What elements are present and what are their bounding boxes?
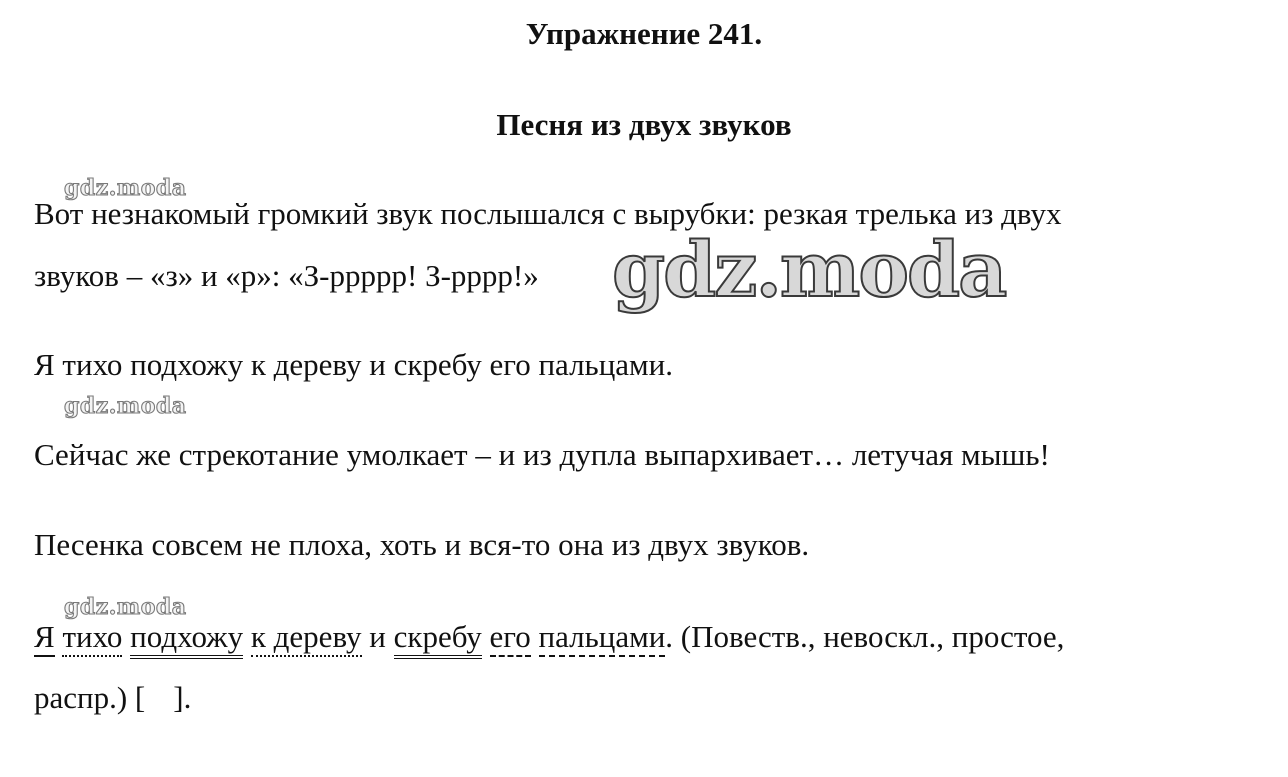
adverbial-phrase: к дереву xyxy=(251,619,362,657)
paragraph-2: Я тихо подхожу к дереву и скребу его пальцами. xyxy=(34,347,673,382)
scheme-open: распр.) [ xyxy=(34,680,146,715)
object-word-2: пальцами xyxy=(539,619,666,657)
paragraph-1-line-1: Вот незнакомый громкий звук послышался с вырубки: резкая трелька из двух xyxy=(34,196,1062,231)
analysis-line-1 xyxy=(34,619,1064,655)
subject-word: Я xyxy=(34,619,55,657)
watermark-small-1: gdz.moda xyxy=(64,175,187,201)
text-title: Песня из двух звуков xyxy=(496,107,792,142)
analysis-line-2 xyxy=(34,680,191,716)
watermark-small-3: gdz.moda xyxy=(64,594,187,620)
adverbial-word: тихо xyxy=(62,619,122,657)
watermark-big: gdz.moda xyxy=(612,225,1006,314)
watermark-small-2: gdz.moda xyxy=(64,393,187,419)
paragraph-1-line-2: звуков – «з» и «р»: «З-ррррр! З-рррр!» xyxy=(34,258,539,293)
exercise-title: Упражнение 241. xyxy=(525,16,763,51)
predicate-word-2: скребу xyxy=(394,619,482,659)
scheme-close: ]. xyxy=(173,680,192,715)
paragraph-4: Песенка совсем не плоха, хоть и вся-то она из двух звуков. xyxy=(34,527,810,562)
paragraph-3: Сейчас же стрекотание умолкает – и из дупла выпархивает… летучая мышь! xyxy=(34,437,1050,472)
object-word-1: его xyxy=(490,619,531,657)
analysis-note: . (Повеств., невоскл., простое, xyxy=(665,619,1065,654)
conjunction-word: и xyxy=(369,619,386,654)
predicate-word-1: подхожу xyxy=(130,619,243,659)
